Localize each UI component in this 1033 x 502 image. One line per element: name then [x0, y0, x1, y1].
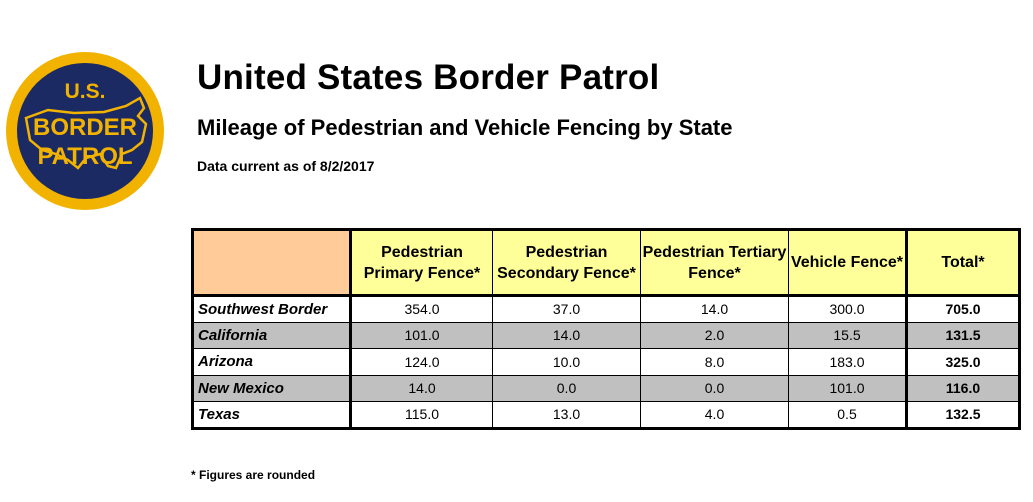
- header-total: Total*: [907, 230, 1020, 296]
- cell-primary: 124.0: [351, 349, 493, 376]
- row-label: Arizona: [193, 349, 351, 376]
- cell-tertiary: 4.0: [641, 402, 789, 429]
- table-row-california: [193, 322, 1020, 349]
- cell-total: 325.0: [907, 349, 1020, 376]
- header-pedestrian-secondary: Pedestrian Secondary Fence*: [493, 230, 641, 296]
- row-label: California: [193, 322, 351, 349]
- fencing-mileage-table: [191, 228, 1021, 430]
- cell-total: 131.5: [907, 322, 1020, 349]
- cell-secondary: 14.0: [493, 322, 641, 349]
- cell-vehicle: 101.0: [789, 375, 907, 402]
- border-patrol-seal: [4, 50, 166, 212]
- row-label: Texas: [193, 402, 351, 429]
- seal-text-patrol: PATROL: [37, 143, 133, 170]
- cell-total: 705.0: [907, 296, 1020, 323]
- header-pedestrian-tertiary: Pedestrian Tertiary Fence*: [641, 230, 789, 296]
- border-patrol-seal-graphic: [4, 50, 166, 212]
- table-header-row: [193, 230, 1020, 296]
- cell-secondary: 0.0: [493, 375, 641, 402]
- cell-secondary: 37.0: [493, 296, 641, 323]
- cell-vehicle: 15.5: [789, 322, 907, 349]
- cell-primary: 14.0: [351, 375, 493, 402]
- table-row-texas: [193, 402, 1020, 429]
- cell-vehicle: 300.0: [789, 296, 907, 323]
- cell-tertiary: 2.0: [641, 322, 789, 349]
- cell-total: 116.0: [907, 375, 1020, 402]
- header-corner-cell: [193, 230, 351, 296]
- page-title: United States Border Patrol: [197, 58, 660, 97]
- table-row-arizona: [193, 349, 1020, 376]
- cell-vehicle: 183.0: [789, 349, 907, 376]
- cell-vehicle: 0.5: [789, 402, 907, 429]
- footnote: * Figures are rounded: [191, 468, 316, 482]
- cell-total: 132.5: [907, 402, 1020, 429]
- cell-primary: 115.0: [351, 402, 493, 429]
- cell-tertiary: 8.0: [641, 349, 789, 376]
- data-as-of-date: Data current as of 8/2/2017: [197, 158, 375, 174]
- cell-primary: 354.0: [351, 296, 493, 323]
- row-label: New Mexico: [193, 375, 351, 402]
- seal-text-border: BORDER: [32, 114, 138, 141]
- table-row-new-mexico: [193, 375, 1020, 402]
- cell-secondary: 10.0: [493, 349, 641, 376]
- cell-primary: 101.0: [351, 322, 493, 349]
- cell-tertiary: 0.0: [641, 375, 789, 402]
- table-row-southwest-border: [193, 296, 1020, 323]
- row-label: Southwest Border: [193, 296, 351, 323]
- header-pedestrian-primary: Pedestrian Primary Fence*: [351, 230, 493, 296]
- header-vehicle-fence: Vehicle Fence*: [789, 230, 907, 296]
- seal-text-us: U.S.: [64, 80, 106, 103]
- cell-tertiary: 14.0: [641, 296, 789, 323]
- page-subtitle: Mileage of Pedestrian and Vehicle Fencing by State: [197, 115, 733, 140]
- cell-secondary: 13.0: [493, 402, 641, 429]
